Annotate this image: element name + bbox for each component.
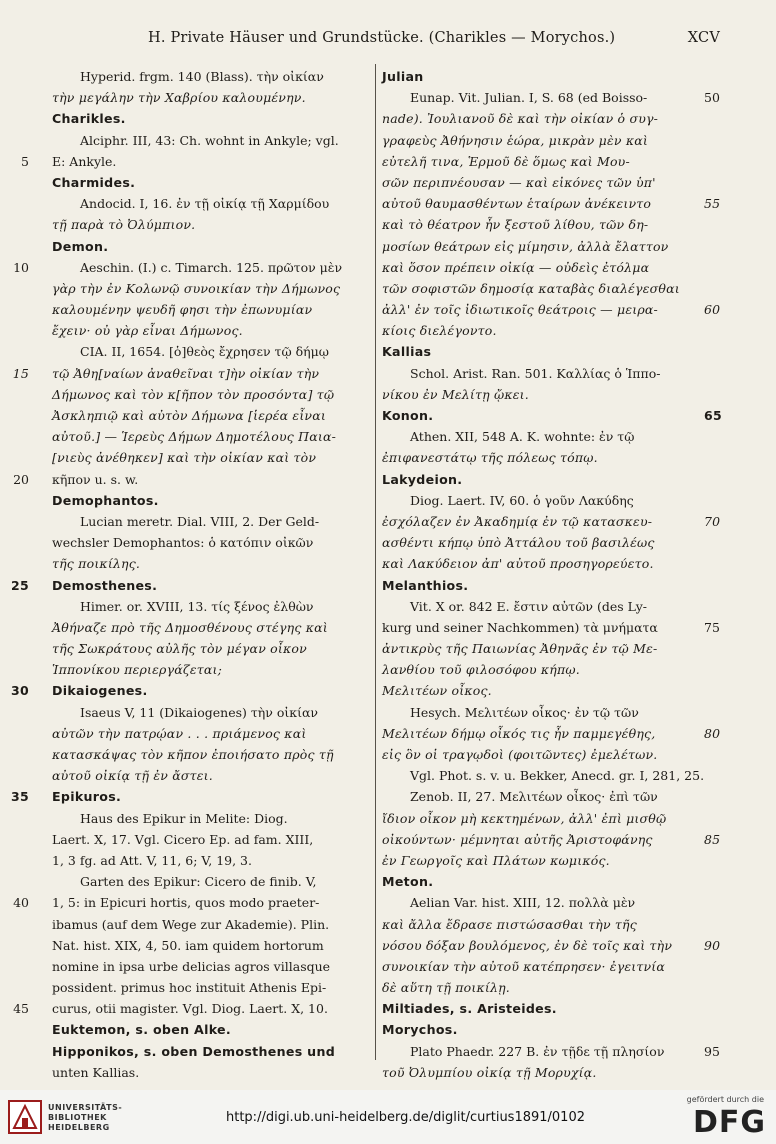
- text-line: [52, 278, 370, 299]
- entry-heading: [382, 1019, 700, 1040]
- text-line: [382, 744, 700, 765]
- text-line: [382, 702, 700, 723]
- text-line: [382, 808, 700, 829]
- text-line: [52, 977, 370, 998]
- text-line: [52, 511, 370, 532]
- line-number: 80: [704, 725, 721, 741]
- text-line: [382, 596, 700, 617]
- text-line: [52, 638, 370, 659]
- line-text: Demosthenes.: [52, 577, 158, 593]
- line-text: 1, 3 fg. ad Att. V, 11, 6; V, 19, 3.: [52, 852, 252, 868]
- line-text: κίοις διελέγοντο.: [382, 323, 497, 339]
- text-line: [52, 320, 370, 341]
- line-text: τῇ παρὰ τὸ Ὀλύμπιον.: [52, 217, 196, 233]
- line-text: Demophantos.: [52, 492, 159, 508]
- text-line: [382, 977, 700, 998]
- line-text: Zenob. II, 27. Μελιτέων οἶκος· ἐπὶ τῶν: [410, 789, 658, 805]
- line-text: αὐτοῦ θαυμασθέντων ἑταίρων ἀνέκειντο: [382, 196, 652, 212]
- text-line: [52, 384, 370, 405]
- line-text: Ἱππονίκου περιεργάζεται;: [52, 662, 223, 678]
- line-text: κῆπον u. s. w.: [52, 471, 139, 487]
- text-line: [382, 765, 705, 786]
- text-line: [382, 236, 700, 257]
- line-text: τῆς Σωκράτους αὐλῆς τὸν μέγαν οἶκον: [52, 641, 307, 657]
- line-text: Athen. XII, 548 A. K. wohnte: ἐν τῷ: [410, 429, 635, 445]
- text-line: [52, 829, 370, 850]
- line-text: Konon.: [382, 408, 434, 423]
- text-line: [382, 363, 700, 384]
- text-line: [52, 130, 370, 151]
- line-text: Vit. X or. 842 E. ἔστιν αὐτῶν (des Ly-: [410, 598, 648, 614]
- line-text: Julian: [382, 69, 424, 84]
- text-line: [382, 914, 700, 935]
- line-text: Hyperid. frgm. 140 (Blass). τὴν οἰκίαν: [80, 69, 324, 84]
- line-text: Demon.: [52, 238, 109, 254]
- line-text: Ἀθήναζε πρὸ τῆς Δημοσθένους στέγης καὶ: [52, 619, 328, 635]
- text-line: [382, 935, 721, 956]
- line-number: 70: [704, 513, 721, 529]
- line-text: Schol. Arist. Ran. 501. Καλλίας ὁ Ἱππο-: [410, 365, 661, 381]
- line-number: 45: [13, 1001, 29, 1017]
- entry-heading: [52, 1041, 370, 1062]
- library-name: UNIVERSITÄTS- BIBLIOTHEK HEIDELBERG: [48, 1103, 123, 1132]
- line-text: CIA. II, 1654. [ὁ]θεὸς ἔχρησεν τῷ δήμῳ: [80, 344, 329, 360]
- line-text: possident. primus hoc instituit Athenis Epi-: [52, 980, 327, 996]
- line-text: Morychos.: [382, 1022, 458, 1038]
- text-line: [52, 723, 370, 744]
- text-line: [52, 299, 370, 320]
- running-header: [70, 30, 720, 52]
- text-line: [382, 511, 721, 532]
- line-number: 55: [704, 196, 721, 212]
- line-text: Μελιτέων οἶκος.: [382, 683, 492, 699]
- line-text: Aeschin. (I.) c. Timarch. 125. πρῶτον μὲν: [80, 259, 343, 275]
- line-text: nade). Ἰουλιανοῦ δὲ καὶ τὴν οἰκίαν ὁ συγ-: [382, 111, 659, 127]
- line-text: Dikaiogenes.: [52, 683, 148, 699]
- line-text: Lucian meretr. Dial. VIII, 2. Der Geld-: [80, 513, 320, 529]
- text-line: [382, 130, 700, 151]
- line-text: Melanthios.: [382, 577, 469, 593]
- line-text: τῷ Ἀθη[ναίων ἀναθεῖναι τ]ὴν οἰκίαν τὴν: [52, 365, 320, 381]
- entry-heading: [382, 341, 700, 362]
- line-text: ἀλλ' ἐν τοῖς ἰδιωτικοῖς θεάτροις — μειρα-: [382, 302, 658, 318]
- line-text: τοῦ Ὀλυμπίου οἰκίᾳ τῇ Μορυχίᾳ.: [382, 1064, 597, 1080]
- line-text: οἰκούντων· μέμνηται αὐτῆς Ἀριστοφάνης: [382, 831, 653, 847]
- line-text: ἐν Γεωργοῖς καὶ Πλάτων κωμικός.: [382, 852, 610, 868]
- text-line: [13, 892, 370, 913]
- line-text: κατασκάψας τὸν κῆπον ἐποιήσατο πρὸς τῇ: [52, 747, 334, 762]
- text-line: [52, 341, 370, 362]
- sponsor-text: gefördert durch die: [686, 1095, 764, 1104]
- entry-heading: [11, 575, 370, 596]
- line-text: Lakydeion.: [382, 471, 463, 487]
- line-text: ἐπιφανεστάτῳ τῆς πόλεως τόπῳ.: [382, 450, 598, 466]
- text-line: [382, 680, 700, 701]
- text-line: [382, 87, 720, 108]
- text-line: [52, 532, 370, 553]
- text-line: [52, 935, 370, 956]
- entry-heading: [382, 66, 700, 87]
- line-number: 5: [21, 153, 29, 169]
- text-line: [12, 363, 370, 384]
- text-line: [382, 892, 700, 913]
- text-line: [382, 384, 700, 405]
- line-text: εὐτελῆ τινα, Ἑρμοῦ δὲ ὅμως καὶ Μου-: [382, 153, 630, 169]
- line-text: Nat. hist. XIX, 4, 50. iam quidem hortorum: [52, 937, 324, 953]
- line-text: Laert. X, 17. Vgl. Cicero Ep. ad fam. XIII,: [52, 831, 314, 847]
- text-line: [13, 998, 370, 1019]
- entry-heading: [11, 680, 370, 701]
- text-line: [52, 426, 370, 447]
- entry-heading: [382, 998, 700, 1019]
- line-text: καὶ Λακύδειον ἀπ' αὐτοῦ προσηγορεύετο.: [382, 556, 654, 572]
- line-text: Alciphr. III, 43: Ch. wohnt in Ankyle; vgl.: [80, 132, 339, 148]
- text-line: [52, 553, 370, 574]
- entry-heading: [52, 108, 370, 129]
- line-number: 10: [13, 259, 29, 275]
- line-text: Δήμωνος καὶ τὸν κ[ῆπον τὸν προσόντα] τῷ: [52, 386, 335, 402]
- line-text: wechsler Demophantos: ὁ κατόπιν οἰκῶν: [52, 535, 314, 551]
- line-text: ἐσχόλαζεν ἐν Ἀκαδημίᾳ ἐν τῷ κατασκευ-: [382, 513, 653, 529]
- line-text: curus, otii magister. Vgl. Diog. Laert. X, 10.: [52, 1001, 328, 1017]
- line-text: Charikles.: [52, 111, 126, 127]
- line-text: Isaeus V, 11 (Dikaiogenes) τὴν οἰκίαν: [80, 704, 319, 720]
- text-line: [382, 956, 700, 977]
- text-line: [52, 871, 370, 892]
- line-text: nomine in ipsa urbe delicias agros villasque: [52, 958, 331, 974]
- text-line: [382, 532, 700, 553]
- text-line: [21, 151, 370, 172]
- text-line: [382, 1041, 720, 1062]
- text-line: [382, 193, 721, 214]
- line-text: καὶ ἄλλα ἔδρασε πιστώσασθαι τὴν τῆς: [382, 916, 637, 932]
- line-text: ἴδιον οἶκον μὴ κεκτημένων, ἀλλ' ἐπὶ μισθῷ: [382, 810, 667, 826]
- line-number: 35: [11, 789, 29, 805]
- text-line: [382, 829, 721, 850]
- line-text: Hipponikos, s. oben Demosthenes und: [52, 1043, 336, 1059]
- permalink-url[interactable]: http://digi.ub.uni-heidelberg.de/diglit/curtius1891/0102: [226, 1110, 585, 1125]
- line-text: μοσίων θεάτρων εἰς μίμησιν, ἀλλὰ ἔλαττον: [382, 238, 669, 254]
- line-text: αὐτοῦ.] — Ἱερεὺς Δήμων Δημοτέλους Παια-: [52, 429, 337, 445]
- text-line: [52, 87, 370, 108]
- entry-heading: [382, 871, 700, 892]
- line-text: ασθέντι κήπῳ ὑπὸ Ἀττάλου τοῦ βασιλέως: [382, 535, 655, 551]
- text-line: [382, 108, 700, 129]
- page-number: XCV: [687, 30, 720, 46]
- entry-heading: [11, 786, 370, 807]
- text-line: [52, 702, 370, 723]
- entry-heading: [52, 172, 370, 193]
- line-text: Ἀσκληπιῷ καὶ αὐτὸν Δήμωνα [ἱερέα εἶναι: [52, 408, 326, 423]
- text-line: [13, 257, 370, 278]
- line-number: 60: [704, 302, 721, 318]
- line-number: 30: [11, 683, 29, 699]
- line-number: 15: [12, 365, 29, 381]
- dfg-logo[interactable]: [656, 1093, 766, 1141]
- line-text: Miltiades, s. Aristeides.: [382, 1001, 557, 1017]
- line-number: 20: [13, 471, 29, 487]
- text-line: [52, 850, 370, 871]
- line-text: λανθίου τοῦ φιλοσόφου κήπῳ.: [382, 662, 580, 678]
- text-line: [382, 1062, 700, 1083]
- column-divider: [375, 64, 376, 1060]
- line-text: Diog. Laert. IV, 60. ὁ γοῦν Λακύδης: [410, 492, 634, 508]
- line-text: συνοικίαν τὴν αὐτοῦ κατέπρησεν· ἐγειτνία: [382, 958, 666, 974]
- line-text: Aelian Var. hist. XIII, 12. πολλὰ μὲν: [410, 895, 636, 911]
- line-text: Meton.: [382, 874, 434, 890]
- line-text: τῆς ποικίλης.: [52, 556, 141, 572]
- line-number: 50: [704, 90, 720, 106]
- text-line: [52, 405, 370, 426]
- line-text: νίκου ἐν Μελίτῃ ᾤκει.: [382, 386, 529, 402]
- library-seal-icon: [8, 1100, 42, 1134]
- line-number: 75: [704, 619, 720, 635]
- right-column: [382, 66, 722, 1083]
- line-text: τὴν μεγάλην τὴν Χαβρίου καλουμένην.: [52, 90, 306, 106]
- line-text: καλουμένην ψευδῆ φησι τὴν ἐπωνυμίαν: [52, 302, 313, 318]
- dfg-wordmark: DFG: [692, 1105, 766, 1140]
- line-text: Kallias: [382, 344, 432, 360]
- text-line: [382, 490, 700, 511]
- text-line: [52, 66, 370, 87]
- line-text: αὐτοῦ οἰκίᾳ τῇ ἐν ἄστει.: [52, 768, 213, 784]
- line-number: 40: [13, 895, 29, 911]
- line-text: Himer. or. XVIII, 13. τίς ξένος ἐλθὼν: [80, 598, 314, 614]
- line-text: Charmides.: [52, 174, 136, 190]
- text-line: [382, 299, 721, 320]
- line-text: [νιεὺς ἀνέθηκεν] καὶ τὴν οἰκίαν καὶ τὸν: [52, 450, 317, 466]
- text-line: [382, 172, 700, 193]
- text-line: [52, 193, 370, 214]
- text-line: [52, 765, 370, 786]
- text-line: [382, 659, 700, 680]
- line-text: kurg und seiner Nachkommen) τὰ μνήματα: [382, 619, 658, 635]
- line-text: Hesych. Μελιτέων οἶκος· ἐν τῷ τῶν: [410, 704, 639, 720]
- entry-heading: [382, 575, 700, 596]
- text-line: [382, 553, 700, 574]
- entry-heading: [52, 1019, 370, 1040]
- text-line: [382, 850, 700, 871]
- line-text: E: Ankyle.: [52, 153, 117, 169]
- header-title: H. Private Häuser und Grundstücke. (Charikles — Morychos.): [148, 30, 616, 46]
- line-number: 85: [704, 831, 721, 847]
- line-text: Epikuros.: [52, 789, 122, 805]
- line-text: ἔχειν· οὐ γὰρ εἶναι Δήμωνος.: [52, 323, 243, 339]
- line-number: 65: [704, 408, 722, 423]
- left-column: [11, 66, 370, 1083]
- line-text: Garten des Epikur: Cicero de finib. V,: [80, 874, 317, 890]
- entry-heading: [382, 405, 722, 426]
- line-text: καὶ ὅσον πρέπειν οἰκίᾳ — οὐδεὶς ἐτόλμα: [382, 259, 650, 275]
- line-text: νόσου δόξαν βουλόμενος, ἐν δὲ τοῖς καὶ τὴν: [382, 937, 673, 953]
- text-line: [382, 278, 700, 299]
- text-line: [382, 723, 721, 744]
- text-line: [52, 956, 370, 977]
- text-line: [52, 447, 370, 468]
- line-text: Vgl. Phot. s. v. u. Bekker, Anecd. gr. I, 281, 25.: [410, 768, 705, 784]
- text-line: [382, 426, 700, 447]
- text-line: [382, 320, 700, 341]
- library-logo[interactable]: [8, 1098, 128, 1138]
- line-text: ἀντικρὺς τῆς Παιωνίας Ἀθηνᾶς ἐν τῷ Με-: [382, 641, 658, 657]
- line-text: Haus des Epikur in Melite: Diog.: [80, 810, 288, 826]
- line-text: Eunap. Vit. Julian. I, S. 68 (ed Boisso-: [410, 90, 648, 106]
- text-line: [52, 596, 370, 617]
- line-text: Μελιτέων δήμῳ οἶκός τις ἦν παμμεγέθης,: [382, 725, 656, 741]
- text-line: [52, 1062, 370, 1083]
- line-text: τῶν σοφιστῶν δημοσίᾳ καταβὰς διαλέγεσθαι: [382, 280, 680, 296]
- text-line: [52, 808, 370, 829]
- text-line: [382, 786, 700, 807]
- line-text: unten Kallias.: [52, 1064, 140, 1080]
- text-line: [13, 469, 370, 490]
- text-line: [52, 744, 370, 765]
- line-text: καὶ τὸ θέατρον ἦν ξεστοῦ λίθου, τῶν δη-: [382, 217, 649, 233]
- text-line: [52, 214, 370, 235]
- line-text: Euktemon, s. oben Alke.: [52, 1022, 231, 1038]
- line-text: Andocid. I, 16. ἐν τῇ οἰκίᾳ τῇ Χαρμίδου: [80, 196, 330, 212]
- text-line: [382, 151, 700, 172]
- line-text: 1, 5: in Epicuri hortis, quos modo praeter-: [52, 895, 320, 911]
- text-line: [382, 214, 700, 235]
- line-text: γὰρ τὴν ἐν Κολωνῷ συνοικίαν τὴν Δήμωνος: [52, 280, 341, 296]
- line-text: δὲ αὕτη τῇ ποικίλῃ.: [382, 980, 510, 996]
- entry-heading: [382, 469, 700, 490]
- text-line: [382, 447, 700, 468]
- text-line: [382, 617, 720, 638]
- line-text: Plato Phaedr. 227 B. ἐν τῇδε τῇ πλησίον: [410, 1043, 665, 1059]
- line-text: αὐτῶν τὴν πατρῴαν . . . πριάμενος καὶ: [52, 725, 307, 741]
- footer-bar: [0, 1090, 776, 1144]
- line-text: γραφεὺς Ἀθήνησιν ἑώρα, μικρὰν μὲν καὶ: [382, 132, 648, 148]
- line-number: 90: [704, 937, 721, 953]
- text-line: [52, 617, 370, 638]
- text-line: [52, 914, 370, 935]
- line-text: εἰς ὃν οἱ τραγῳδοὶ (φοιτῶντες) ἐμελέτων.: [382, 747, 658, 762]
- line-number: 25: [11, 577, 29, 593]
- line-number: 95: [704, 1043, 720, 1059]
- entry-heading: [52, 236, 370, 257]
- text-line: [52, 659, 370, 680]
- text-line: [382, 257, 700, 278]
- text-line: [382, 638, 700, 659]
- line-text: ibamus (auf dem Wege zur Akademie). Plin.: [52, 916, 330, 932]
- entry-heading: [52, 490, 370, 511]
- line-text: σῶν περιπνέουσαν — καὶ εἰκόνες τῶν ὑπ': [382, 174, 656, 190]
